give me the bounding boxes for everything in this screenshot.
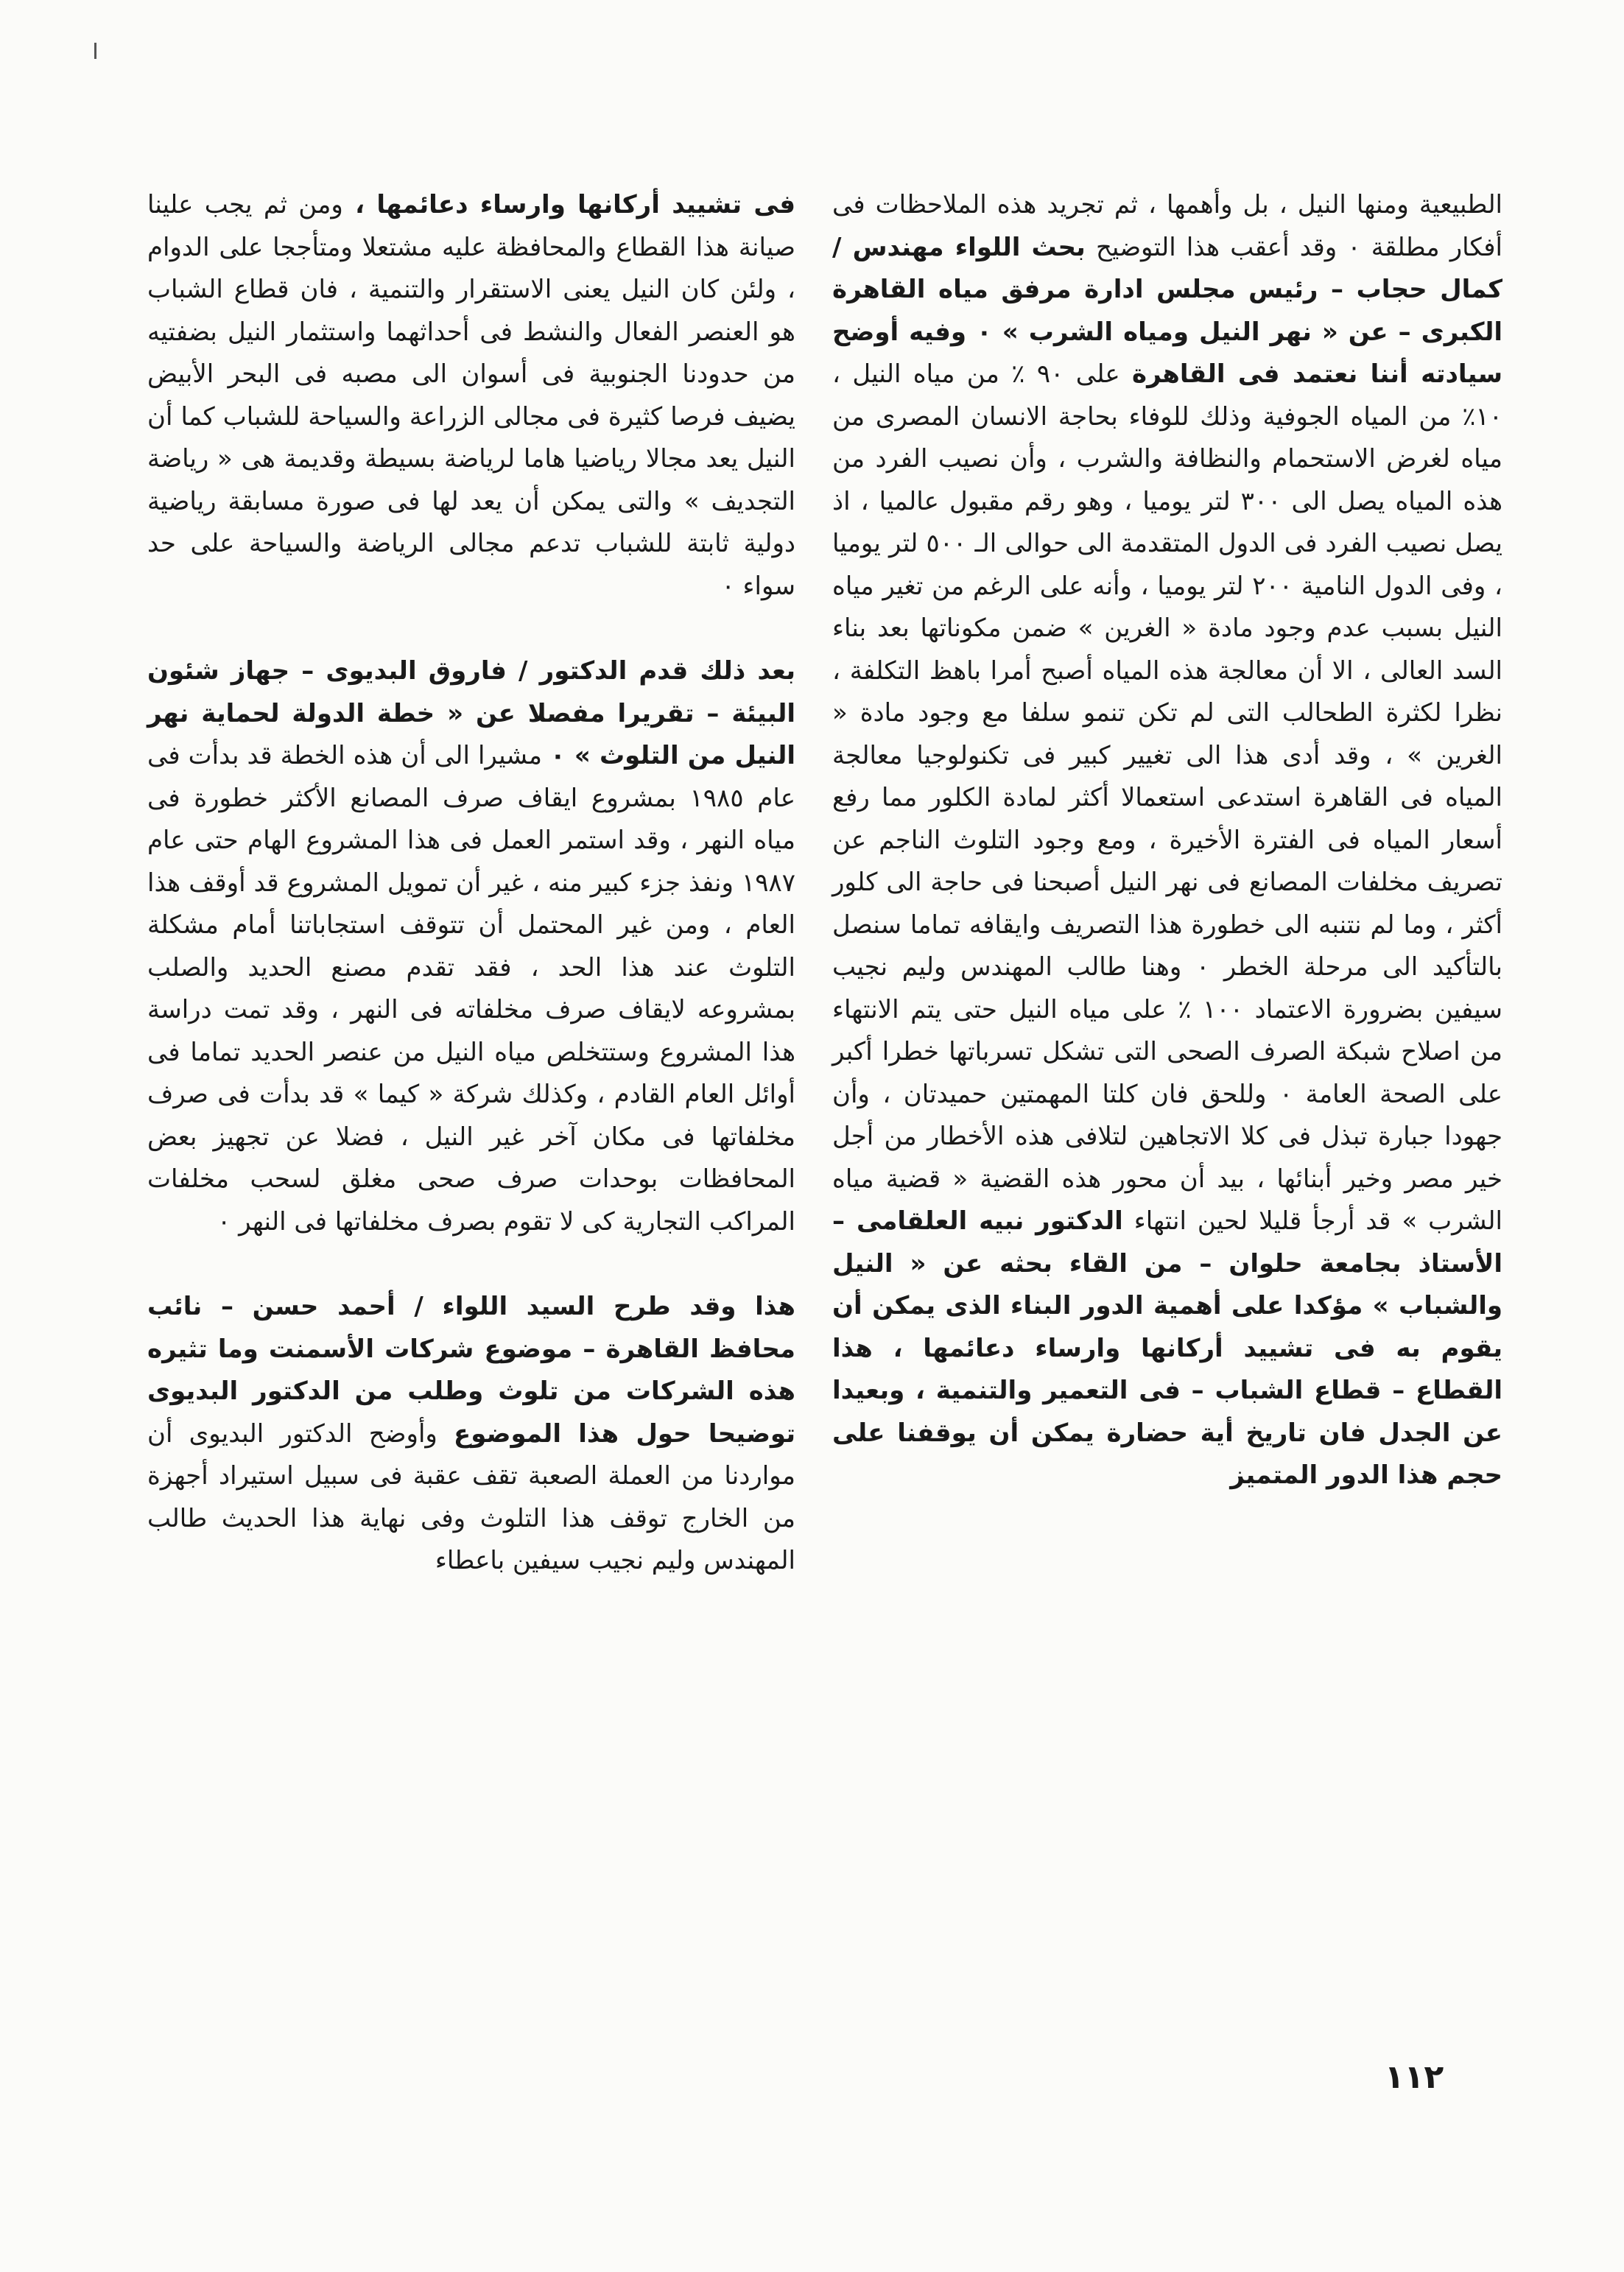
bold-text: هذا وقد طرح السيد اللواء / أحمد حسن – نائب محافظ القاهرة – موضوع شركات الأسمنت وما تثيره هذه الشركات من تلوث وطلب من الدكتور البديوى توضيحا حول هذا الموضوع [147, 1292, 796, 1449]
paragraph [147, 184, 795, 608]
bold-text: الدكتور نبيه العلقامى – الأستاذ بجامعة حلوان – من القاء بحثه عن « النيل والشباب » مؤكدا على أهمية الدور البناء الذى يمكن أن يقوم به فى تشييد أركانها وارساء دعائمها ، هذا القطاع – قطاع الشباب – فى التعمير والتنمية ، وبعيدا عن الجدل فان تاريخ أية حضارة يمكن أن يوقفنا على حجم هذا الدور المتميز [832, 1206, 1502, 1490]
body-text: وأوضح الدكتور البديوى أن مواردنا من العملة الصعبة تقف عقبة فى سبيل استيراد أجهزة من الخارج توقف هذا التلوث وفى نهاية هذا الحديث طالب المهندس وليم نجيب سيفين باعطاء [147, 1418, 795, 1575]
right-column [832, 184, 1502, 1497]
body-text: على ٩٠ ٪ من مياه النيل ، ١٠٪ من المياه الجوفية وذلك للوفاء بحاجة الانسان المصرى من مياه لغرض الاستحمام والنظافة والشرب ، وأن نصيب الفرد من هذه المياه يصل الى ٣٠٠ لتر يوميا ، وهو رقم مقبول عالميا ، اذ يصل نصيب الفرد فى الدول المتقدمة الى حوالى الـ ٥٠٠ لتر يوميا ، وفى الدول النامية ٢٠٠ لتر يوميا ، وأنه على الرغم من تغير مياه النيل بسبب عدم وجود مادة « الغرين » ضمن مكوناتها بعد بناء السد العالى ، الا أن معالجة هذه المياه أصبح أمرا باهظ التكلفة ، نظرا لكثرة الطحالب التى لم تكن تنمو سلفا مع وجود مادة « الغرين » ، وقد أدى هذا الى تغيير كبير فى تكنولوجيا معالجة المياه فى القاهرة استدعى استعمالا أكثر لمادة الكلور مما رفع أسعار المياه فى الفترة الأخيرة ، ومع وجود التلوث الناجم عن تصريف مخلفات المصانع فى نهر النيل أصبحنا فى حاجة الى كلور أكثر ، وما لم نتنبه الى خطورة هذا التصريف وايقافه تماما سنصل بالتأكيد الى مرحلة الخطر ٠ وهنا طالب المهندس وليم نجيب سيفين بضرورة الاعتماد ١٠٠ ٪ على مياه النيل حتى يتم الانتهاء من اصلاح شبكة الصرف الصحى التى تشكل تسرباتها خطرا أكبر على الصحة العامة ٠ وللحق فان كلتا المهمتين حميدتان ، وأن جهودا جبارة تبذل فى كلا الاتجاهين لتلافى هذه الأخطار من أجل خير مصر وخير أبنائها ، بيد أن محور هذه القضية « قضية مياه الشرب » قد أرجأ قليلا لحين انتهاء [832, 359, 1503, 1236]
page-number: ١١٢ [1384, 2058, 1444, 2096]
left-column [147, 184, 795, 1583]
paragraph [147, 1286, 795, 1583]
paragraph [832, 184, 1502, 1497]
body-text: ومن ثم يجب علينا صيانة هذا القطاع والمحافظة عليه مشتعلا ومتأججا على الدوام ، ولئن كان النيل يعنى الاستقرار والتنمية ، فان قطاع الشباب هو العنصر الفعال والنشط فى أحداثهما واستثمار النيل بضفتيه من حدودنا الجنوبية فى أسوان الى مصبه فى البحر الأبيض يضيف فرصا كثيرة فى مجالى الزراعة والسياحة للشباب كما أن النيل يعد مجالا رياضيا هاما لرياضة بسيطة وقديمة هى « رياضة التجديف » والتى يمكن أن يعد لها فى صورة مسابقة رياضية دولية ثابتة للشباب تدعم مجالى الرياضة والسياحة على حد سواء ٠ [147, 190, 795, 601]
paragraph [147, 650, 795, 1243]
scan-mark [94, 43, 96, 59]
bold-text: بحث اللواء مهندس / كمال حجاب – رئيس مجلس ادارة مرفق مياه القاهرة الكبرى – عن « نهر النيل ومياه الشرب » ٠ وفيه أوضح سيادته أننا نعتمد فى القاهرة [832, 232, 1503, 389]
bold-text: بعد ذلك قدم الدكتور / فاروق البديوى – جهاز شئون البيئة – تقريرا مفصلا عن « خطة الدولة لحماية نهر النيل من التلوث » ٠ [147, 656, 795, 770]
body-text: الطبيعية ومنها النيل ، بل وأهمها ، ثم تجريد هذه الملاحظات فى أفكار مطلقة ٠ وقد أعقب هذا التوضيح [832, 190, 1502, 262]
bold-text: فى تشييد أركانها وارساء دعائمها ، [342, 190, 796, 219]
body-text: مشيرا الى أن هذه الخطة قد بدأت فى عام ١٩٨٥ بمشروع ايقاف صرف المصانع الأكثر خطورة فى مياه النهر ، وقد استمر العمل فى هذا المشروع الهام حتى عام ١٩٨٧ ونفذ جزء كبير منه ، غير أن تمويل المشروع قد أوقف هذا العام ، ومن غير المحتمل أن تتوقف استجاباتنا أمام مشكلة التلوث عند هذا الحد ، فقد تقدم مصنع الحديد والصلب بمشروعه لايقاف صرف مخلفاته فى النهر ، وقد تمت دراسة هذا المشروع وستتخلص مياه النيل من عنصر الحديد تماما فى أوائل العام القادم ، وكذلك شركة « كيما » قد بدأت فى صرف مخلفاتها فى مكان آخر غير النيل ، فضلا عن تجهيز بعض المحافظات بوحدات صرف صحى مغلق لسحب مخلفات المراكب التجارية كى لا تقوم بصرف مخلفاتها فى النهر ٠ [147, 741, 795, 1237]
